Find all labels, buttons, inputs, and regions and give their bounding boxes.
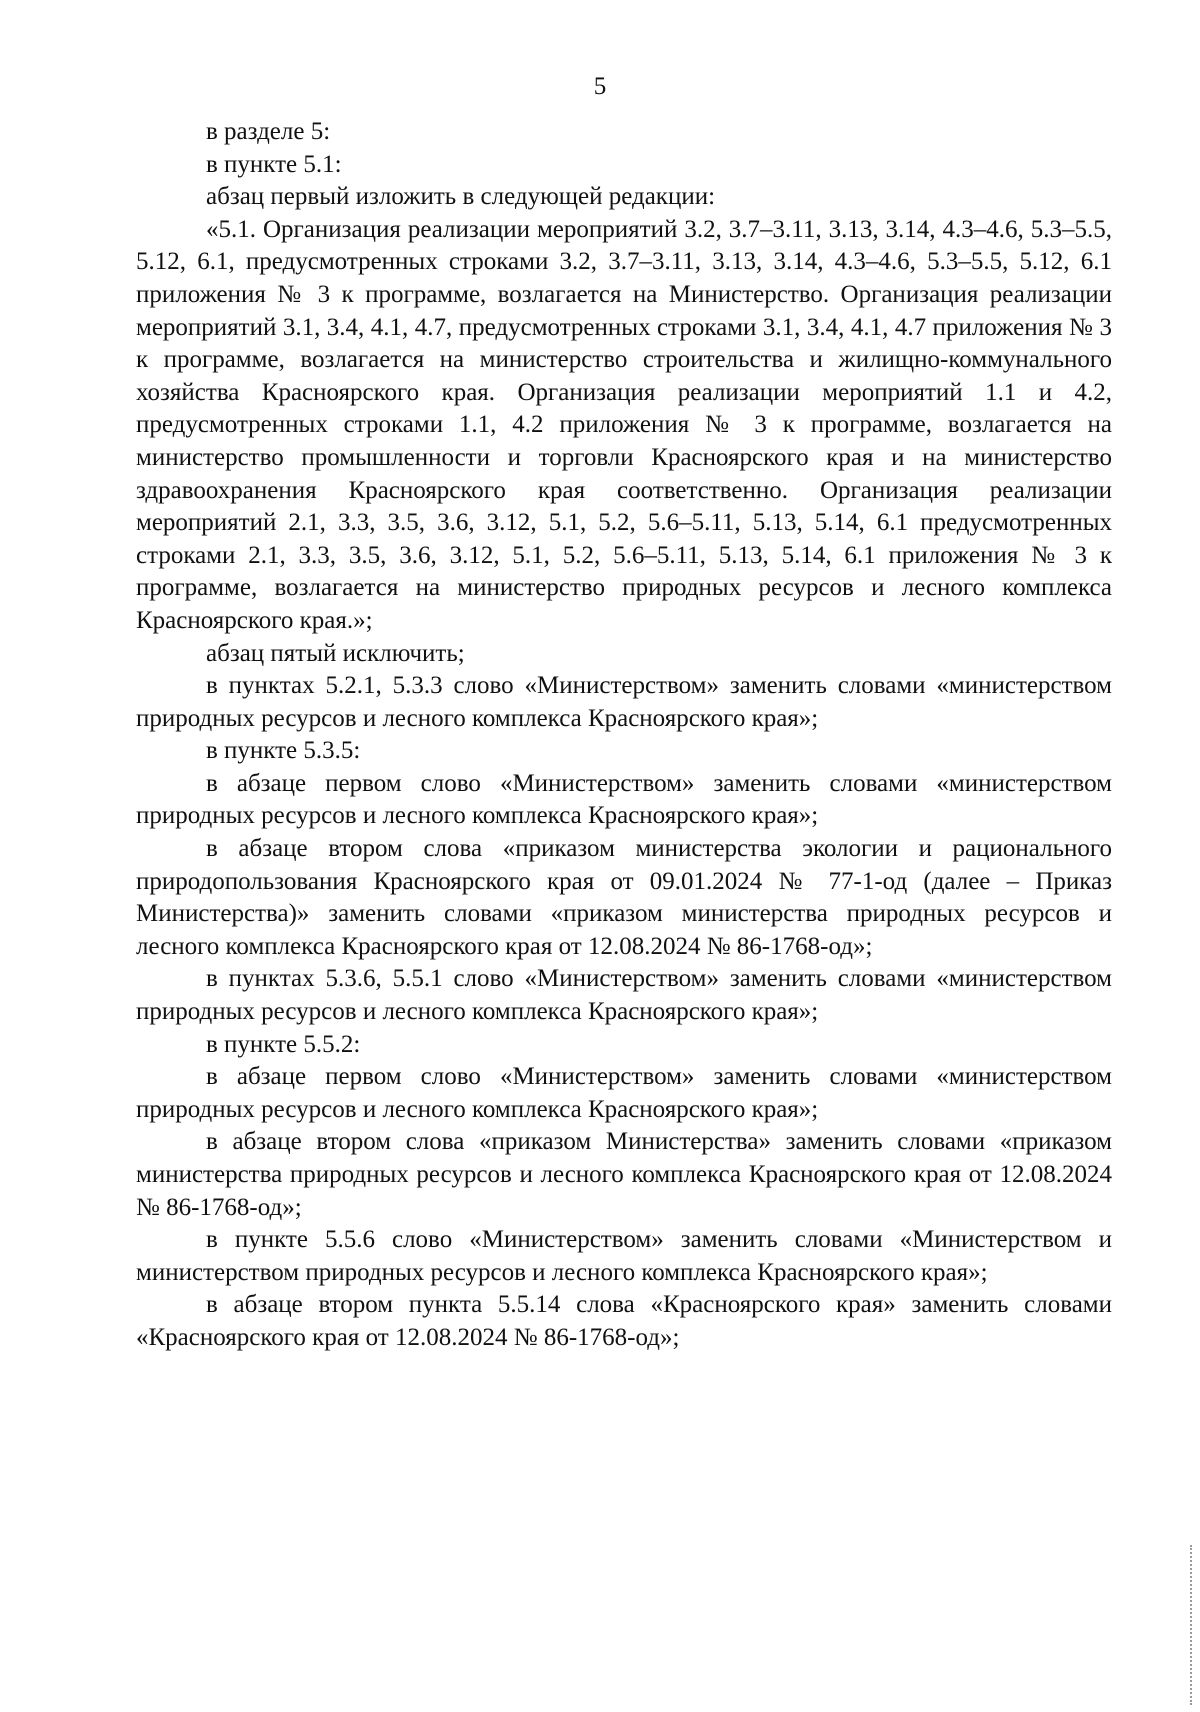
paragraph-5-3-5-second-abzac: в абзаце втором слова «приказом министерства экологии и рационального природопользования Красноярского края от 09.01.2024 № 77-1-од (далее – Приказ Министерства)» заменить словами «приказом министерства природных ресурсов и лесного комплекса Красноярского края от 12.08.2024 № 86-1768-од»; [136,835,1112,960]
paragraph-section-5: в разделе 5: [206,118,331,145]
paragraph-5-5-2-second-abzac: в абзаце втором слова «приказом Министерства» заменить словами «приказом министерства природных ресурсов и лесного комплекса Красноярского края от 12.08.2024 № 86-1768-од»; [136,1128,1112,1221]
paragraph-first-abzac-instruction: абзац первый изложить в следующей редакции: [206,183,716,211]
paragraph-fifth-abzac-exclude: абзац пятый исключить; [206,639,465,667]
paragraph-points-5-3-6-5-5-1: в пунктах 5.3.6, 5.5.1 слово «Министерством» заменить словами «министерством природных ресурсов и лесного комплекса Красноярского края»; [136,965,1112,1026]
paragraph-point-5-5-6: в пункте 5.5.6 слово «Министерством» заменить словами «Министерством и министерством природных ресурсов и лесного комплекса Красноярского края»; [136,1226,1112,1286]
paragraph-new-5-1-text: «5.1. Организация реализации мероприятий 3.2, 3.7–3.11, 3.13, 3.14, 4.3–4.6, 5.3–5.5, 5.12, 6.1, предусмотренных строками 3.2, 3.7–3.11, 3.13, 3.14, 4.3–4.6, 5.3–5.5, 5.12, 6.1 приложения № 3 к программе, возлагается на Министерство. Организация реализации мероприятий 3.1, 3.4, 4.1, 4.7, предусмотренных строками 3.1, 3.4, 4.1, 4.7 приложения № 3 к программе, возлагается на министерство строительства и жилищно-коммунального хозяйства Красноярского края. Организация реализации мероприятий 1.1 и 4.2, предусмотренных строками 1.1, 4.2 приложения № 3 к программе, возлагается на министерство промышленности и торговли Красноярского края и на министерство здравоохранения Красноярского края соответственно. Организация реализации мероприятий 2.1, 3.3, 3.5, 3.6, 3.12, 5.1, 5.2, 5.6–5.11, 5.13, 5.14, 6.1 предусмотренных строками 2.1, 3.3, 3.5, 3.6, 3.12, 5.1, 5.2, 5.6–5.11, 5.13, 5.14, 6.1 приложения № 3 к программе, возлагается на министерство природных ресурсов и лесного комплекса Красноярского края.»; [136,215,1112,634]
paragraph-points-5-2-1-5-3-3: в пунктах 5.2.1, 5.3.3 слово «Министерством» заменить словами «министерством природных ресурсов и лесного комплекса Красноярского края»; [136,672,1112,732]
scan-edge-mark [1190,1545,1194,1705]
paragraph-point-5-5-14: в абзаце втором пункта 5.5.14 слова «Красноярского края» заменить словами «Красноярского края от 12.08.2024 № 86-1768-од»; [136,1291,1112,1351]
paragraph-point-5-1: в пункте 5.1: [206,150,342,178]
document-body [136,116,1112,1355]
paragraph-point-5-3-5: в пункте 5.3.5: [206,737,361,765]
paragraph-5-3-5-first-abzac: в абзаце первом слово «Министерством» заменить словами «министерством природных ресурсов и лесного комплекса Красноярского края»; [136,769,1112,830]
paragraph-point-5-5-2: в пункте 5.5.2: [206,1030,361,1058]
page-number: 5 [593,73,607,100]
paragraph-5-5-2-first-abzac: в абзаце первом слово «Министерством» заменить словами «министерством природных ресурсов и лесного комплекса Красноярского края»; [136,1063,1112,1123]
